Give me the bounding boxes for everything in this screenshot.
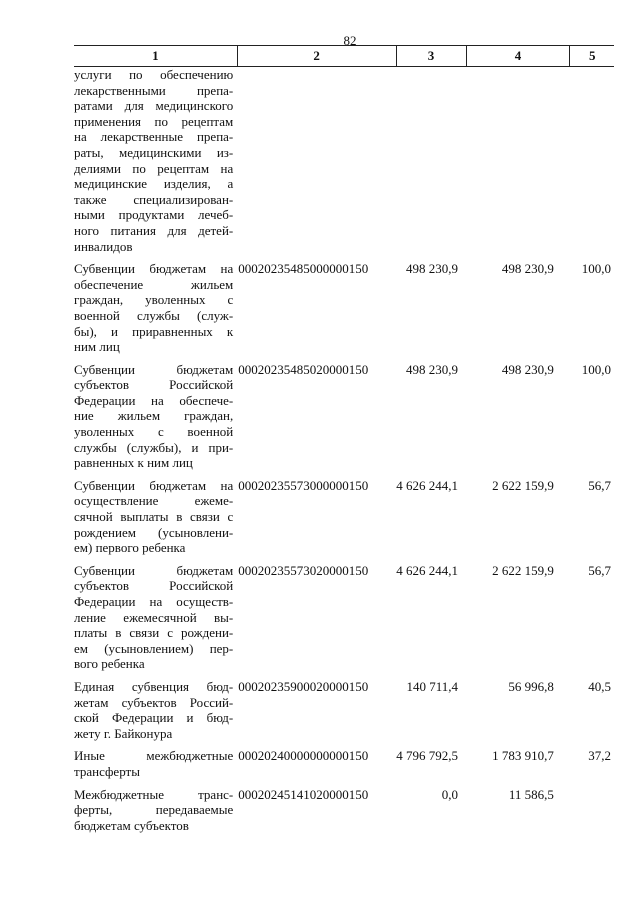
- table-header-row: [74, 46, 614, 67]
- description-line: военной службы (служ-: [74, 307, 234, 323]
- table-body: [74, 67, 614, 841]
- row-code: 00020235485000000150: [238, 261, 369, 277]
- page-number: 82: [343, 33, 357, 48]
- description-line: ем (усыновлением) пер-: [74, 640, 234, 656]
- description-line: субъектов Российской: [74, 578, 234, 594]
- description-line: граждан, уволенных с: [74, 292, 234, 308]
- table-row: [74, 478, 614, 563]
- description-line: сячной выплаты в связи с: [74, 509, 234, 525]
- row-value-col5: 56,7: [588, 562, 611, 578]
- column-header-5: 5: [570, 46, 614, 67]
- description-line: раты, медицинскими из-: [74, 144, 234, 160]
- row-description: [74, 67, 237, 262]
- description-line: осуществление ежеме-: [74, 493, 234, 509]
- row-code: [237, 67, 396, 262]
- row-code: 00020235900020000150: [238, 678, 369, 694]
- row-value-col4: 498 230,9: [501, 361, 554, 377]
- row-value-col3: 4 626 244,1: [396, 477, 458, 493]
- description-line: Единая субвенция бюд-: [74, 678, 234, 694]
- description-line: Субвенции бюджетам: [74, 562, 234, 578]
- row-value-col4: 1 783 910,7: [492, 748, 554, 764]
- row-value-col4: [466, 67, 570, 262]
- description-line: Иные межбюджетные: [74, 748, 234, 764]
- description-line: инвалидов: [74, 238, 133, 254]
- description-line: ными продуктами лечеб-: [74, 207, 234, 223]
- row-value-col4: 2 622 159,9: [492, 477, 554, 493]
- row-value-col5: [570, 787, 614, 841]
- row-code: 00020235573020000150: [238, 562, 369, 578]
- table-row: [74, 787, 614, 841]
- row-value-col4: 56 996,8: [508, 678, 554, 694]
- table-row: [74, 362, 614, 478]
- table-row: [74, 563, 614, 679]
- description-line: ного питания для детей-: [74, 222, 234, 238]
- description-line: платы в связи с рождени-: [74, 625, 234, 641]
- row-value-col3: 498 230,9: [406, 361, 458, 377]
- description-line: Федерации на осуществ-: [74, 594, 234, 609]
- table-row: [74, 261, 614, 362]
- row-value-col3: 498 230,9: [406, 261, 458, 277]
- row-description: [74, 261, 237, 362]
- description-line: равненных к ним лиц: [74, 455, 193, 471]
- row-value-col4: 2 622 159,9: [492, 562, 554, 578]
- description-line: уволенных с военной: [74, 424, 234, 440]
- description-line: ем) первого ребенка: [74, 540, 186, 556]
- description-line: делиями по рецептам на: [74, 160, 234, 176]
- row-description: [74, 679, 237, 748]
- row-value-col5: [570, 67, 614, 262]
- table-row: [74, 67, 614, 262]
- description-line: бюджетам субъектов: [74, 817, 189, 833]
- row-code: 00020235485020000150: [238, 361, 369, 377]
- description-line: рождением (усыновлени-: [74, 524, 234, 540]
- row-value-col3: 4 626 244,1: [396, 562, 458, 578]
- description-line: Федерации на обеспече-: [74, 392, 234, 408]
- description-line: ним лиц: [74, 339, 120, 355]
- row-value-col3: 4 796 792,5: [396, 748, 458, 764]
- column-header-2: 2: [237, 46, 396, 67]
- column-header-1: 1: [74, 46, 237, 67]
- description-line: также специализирован-: [74, 191, 234, 207]
- description-line: ской Федерации и бюд-: [74, 710, 234, 726]
- description-line: на лекарственные препа-: [74, 129, 234, 145]
- row-value-col3: [396, 67, 466, 262]
- row-description: [74, 563, 237, 679]
- row-value-col5: 37,2: [588, 748, 611, 764]
- description-line: Межбюджетные транс-: [74, 786, 234, 802]
- column-header-4: 4: [466, 46, 570, 67]
- row-description: [74, 362, 237, 478]
- row-value-col4: 498 230,9: [501, 261, 554, 277]
- description-line: Субвенции бюджетам: [74, 361, 234, 377]
- description-line: трансферты: [74, 763, 140, 779]
- row-code: 00020235573000000150: [238, 477, 369, 493]
- budget-table: [74, 45, 614, 840]
- row-value-col3: 140 711,4: [406, 678, 458, 694]
- row-value-col3: 0,0: [441, 786, 458, 802]
- table-row: [74, 748, 614, 786]
- description-line: службы (службы), и при-: [74, 439, 234, 455]
- description-line: вого ребенка: [74, 656, 145, 672]
- row-description: [74, 478, 237, 563]
- description-line: жету г. Байконура: [74, 725, 173, 741]
- description-line: Субвенции бюджетам на: [74, 477, 234, 493]
- description-line: ферты, передаваемые: [74, 802, 234, 818]
- description-line: ние жильем граждан,: [74, 408, 234, 424]
- row-code: 00020245141020000150: [238, 786, 369, 802]
- table-row: [74, 679, 614, 748]
- row-code: 00020240000000000150: [238, 748, 369, 764]
- description-line: субъектов Российской: [74, 377, 234, 393]
- description-line: медицинские изделия, а: [74, 176, 234, 192]
- description-line: обеспечение жильем: [74, 276, 234, 292]
- row-value-col5: 40,5: [588, 678, 611, 694]
- description-line: ратами для медицинского: [74, 98, 234, 114]
- description-line: бы), и приравненных к: [74, 323, 234, 339]
- column-header-3: 3: [396, 46, 466, 67]
- description-line: применения по рецептам: [74, 113, 234, 129]
- row-value-col5: 100,0: [581, 261, 611, 277]
- row-value-col5: 100,0: [581, 361, 611, 377]
- row-value-col5: 56,7: [588, 477, 611, 493]
- description-line: услуги по обеспечению: [74, 67, 234, 82]
- row-description: [74, 748, 237, 786]
- row-value-col4: 11 586,5: [508, 786, 554, 802]
- description-line: ление ежемесячной вы-: [74, 609, 234, 625]
- description-line: лекарственными препа-: [74, 82, 234, 98]
- description-line: Субвенции бюджетам на: [74, 261, 234, 277]
- description-line: жетам субъектов Россий-: [74, 694, 234, 710]
- row-description: [74, 787, 237, 841]
